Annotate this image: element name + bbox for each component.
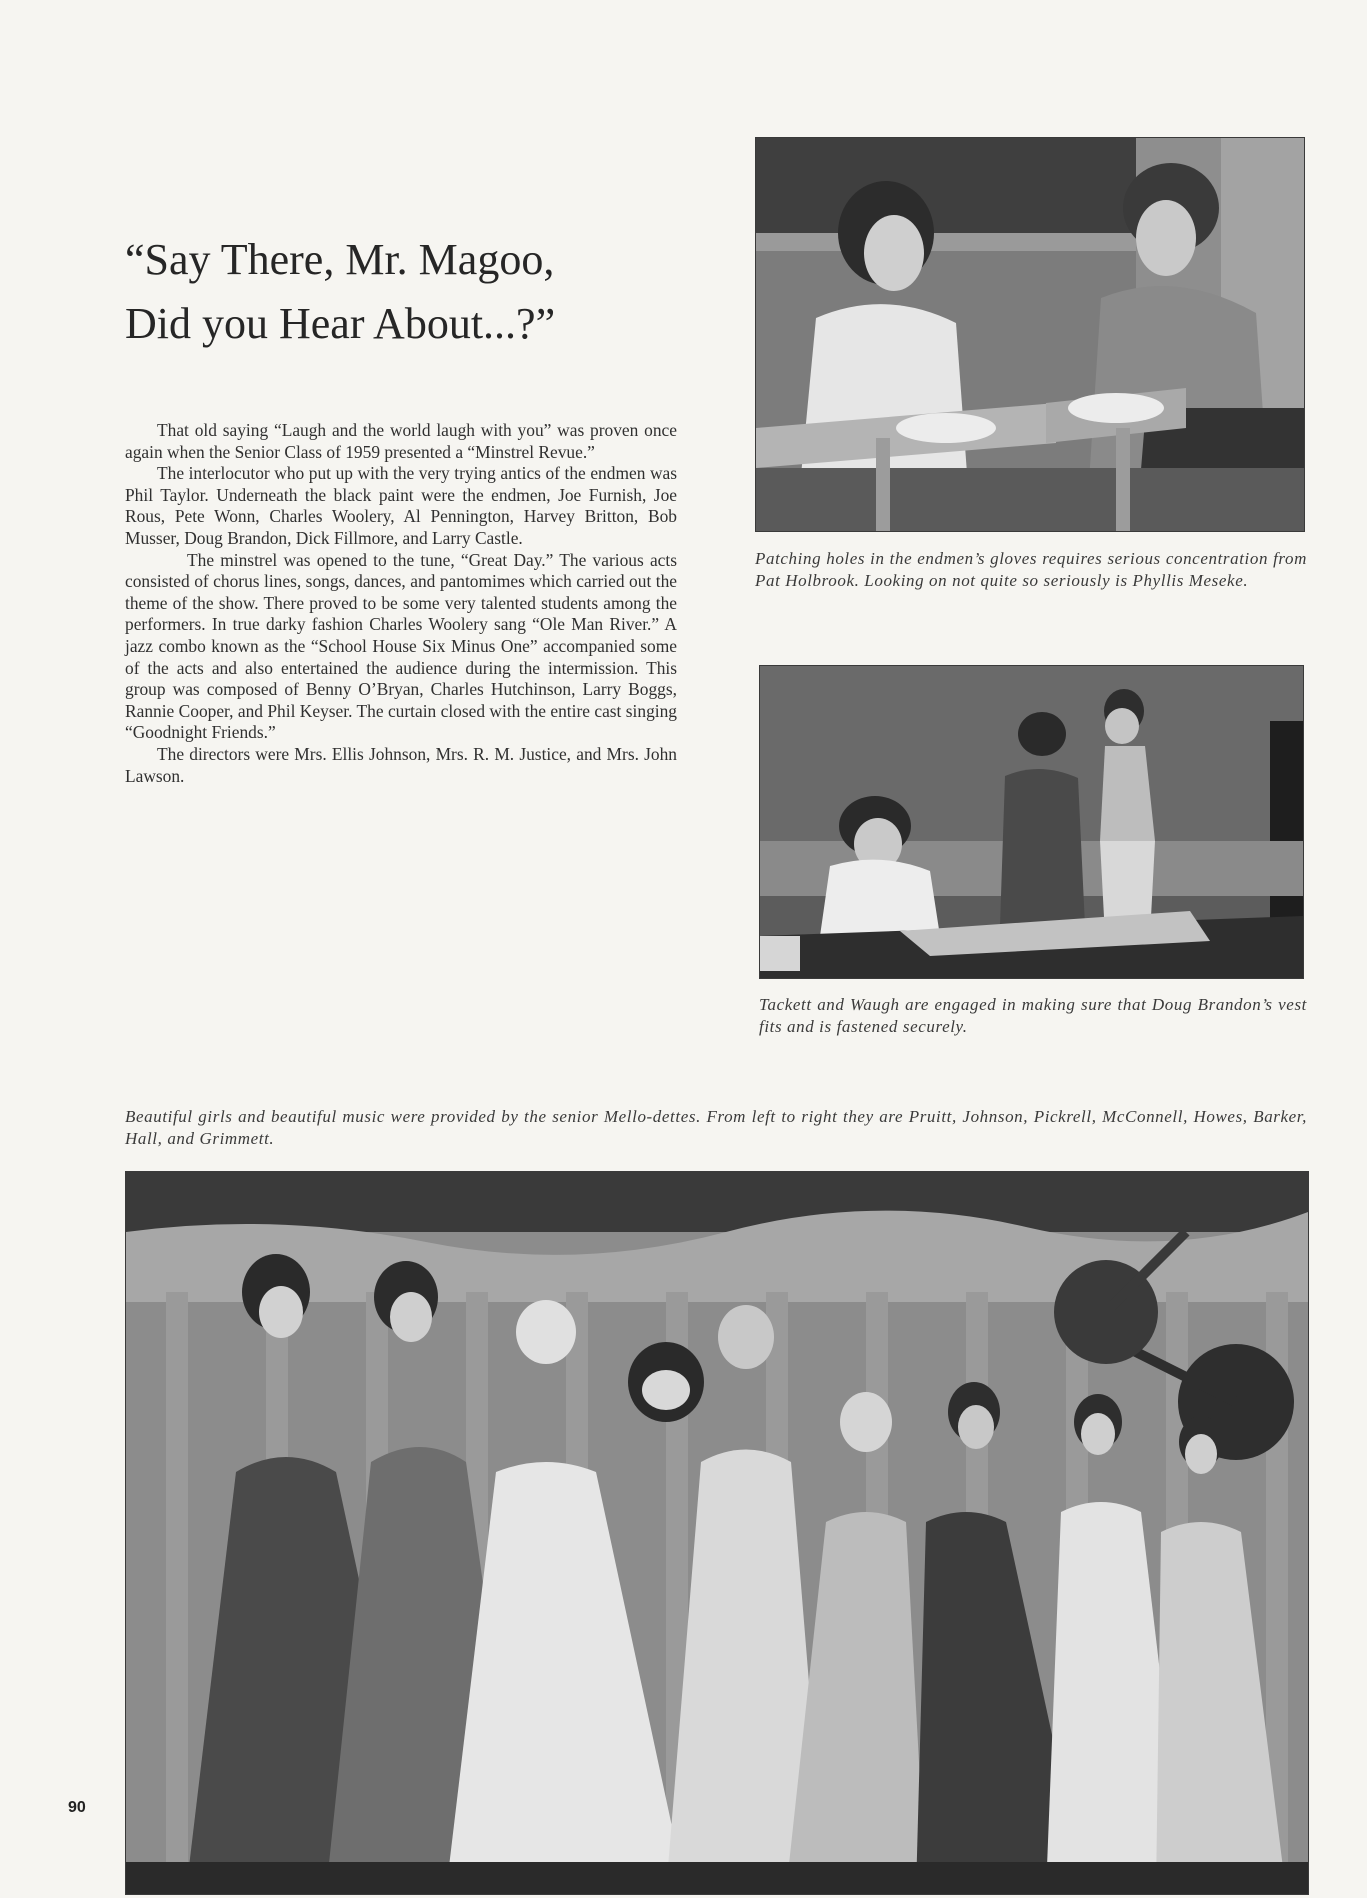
article-paragraph-3: The minstrel was opened to the tune, “Great Day.” The various acts consisted of chorus lines, songs, dances, and pantomimes which carried out the theme of the show. There proved to be some very talented students among the performers. In true darky fashion Charles Woolery sang “Ole Man River.” A jazz combo known as the “School House Six Minus One” accompanied some of the acts and also entertained the audience during the intermission. This group was composed of Benny O’Bryan, Charles Hutchinson, Larry Boggs, Rannie Cooper, and Phil Keyser. The curtain closed with the entire cast singing “Goodnight Friends.” xyxy=(125,549,677,743)
page-number: 90 xyxy=(68,1799,86,1816)
photo-1-caption: Patching holes in the endmen’s gloves requires serious concentration from Pat Holbrook. Looking on not quite so seriously is Phyllis Meseke. xyxy=(755,549,1307,590)
headline-line-2: Did you Hear About...?” xyxy=(125,299,556,348)
photo-3-caption: Beautiful girls and beautiful music were provided by the senior Mello-dettes. From left to right they are Pruitt, Johnson, Pickrell, McConnell, Howes, Barker, Hall, and Grimmett. xyxy=(125,1107,1307,1148)
photo-mello-dettes xyxy=(125,1171,1309,1895)
headline xyxy=(125,228,725,356)
article-paragraph-1: That old saying “Laugh and the world laugh with you” was proven once again when the Senior Class of 1959 presented a “Minstrel Revue.” xyxy=(125,420,677,462)
headline-line-1: “Say There, Mr. Magoo, xyxy=(125,235,555,284)
article-paragraph-2: The interlocutor who put up with the very trying antics of the endmen was Phil Taylor. Underneath the black paint were the endmen, Joe Furnish, Joe Rous, Pete Wonn, Charles Woolery, Al Pennington, Harvey Britton, Bob Musser, Doug Brandon, Dick Fillmore, and Larry Castle. xyxy=(125,463,677,548)
article-body xyxy=(125,420,677,787)
photo-vest-fitting xyxy=(759,665,1304,979)
photo-2-caption: Tackett and Waugh are engaged in making sure that Doug Brandon’s vest fits and is fastened securely. xyxy=(759,995,1307,1036)
article-paragraph-4: The directors were Mrs. Ellis Johnson, Mrs. R. M. Justice, and Mrs. John Lawson. xyxy=(125,743,677,786)
photo-glove-patching xyxy=(755,137,1305,532)
